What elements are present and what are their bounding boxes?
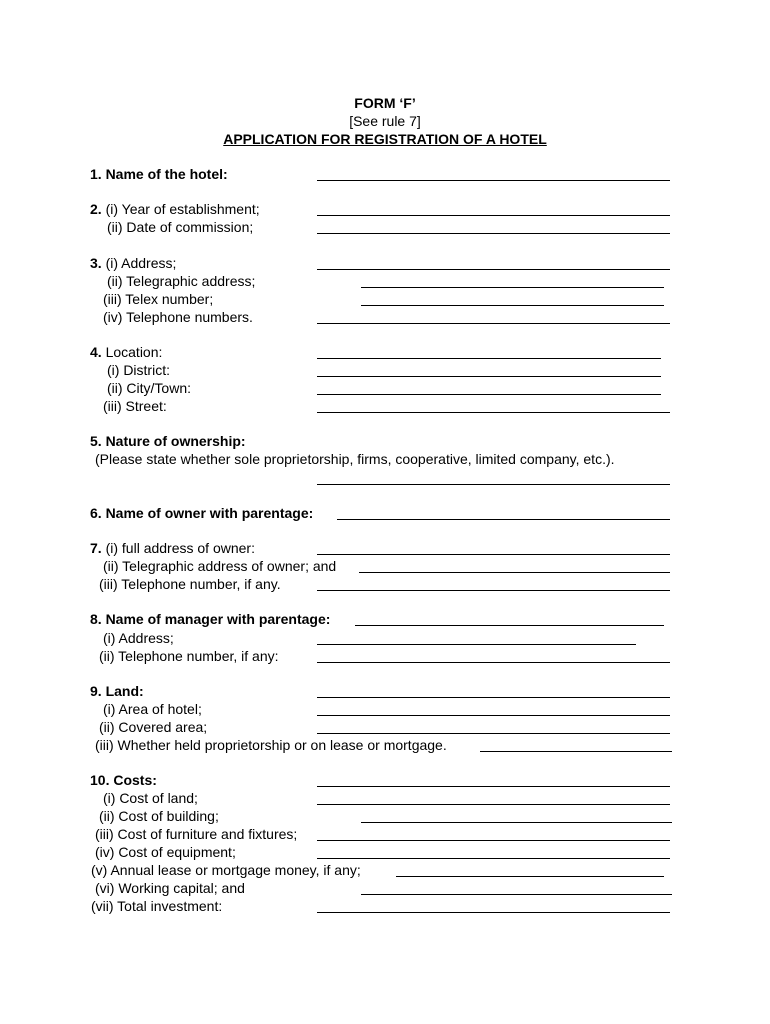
manager-telephone-label: (ii) Telephone number, if any: — [99, 648, 279, 664]
street-field[interactable] — [317, 412, 670, 413]
form-label: FORM ‘F’ — [354, 95, 416, 111]
telex-number-field[interactable] — [361, 305, 664, 306]
area-hotel-field[interactable] — [317, 715, 670, 716]
hotel-name-label: 1. Name of the hotel: — [90, 166, 228, 182]
location-label — [90, 343, 162, 361]
year-establishment-label — [90, 200, 260, 218]
lease-money-field[interactable] — [396, 876, 664, 877]
land-field[interactable] — [317, 697, 670, 698]
cost-equipment-field[interactable] — [317, 858, 670, 859]
date-commission-field[interactable] — [317, 233, 670, 234]
costs-label: 10. Costs: — [90, 772, 157, 788]
year-establishment-field[interactable] — [317, 215, 670, 216]
area-hotel-label: (i) Area of hotel; — [103, 701, 202, 717]
location-text: Location: — [105, 344, 163, 360]
owner-name-field[interactable] — [337, 519, 670, 520]
nature-ownership-note: (Please state whether sole proprietorship, firms, cooperative, limited company, etc.). — [95, 451, 615, 467]
section-3-number: 3. — [90, 255, 102, 271]
address-field[interactable] — [317, 269, 670, 270]
cost-equipment-label: (iv) Cost of equipment; — [95, 844, 236, 860]
owner-address-text: (i) full address of owner: — [105, 540, 255, 556]
working-capital-field[interactable] — [361, 894, 672, 895]
date-commission-label: (ii) Date of commission; — [107, 219, 254, 235]
land-tenure-label: (iii) Whether held proprietorship or on lease or mortgage. — [95, 737, 447, 753]
costs-field[interactable] — [317, 786, 670, 787]
address-text: (i) Address; — [105, 255, 177, 271]
manager-address-field[interactable] — [317, 644, 636, 645]
year-establishment-text: (i) Year of establishment; — [105, 201, 260, 217]
total-investment-label: (vii) Total investment: — [91, 898, 223, 914]
telephone-numbers-field[interactable] — [317, 323, 670, 324]
covered-area-field[interactable] — [317, 733, 670, 734]
owner-name-label: 6. Name of owner with parentage: — [90, 505, 314, 521]
section-7-number: 7. — [90, 540, 102, 556]
nature-ownership-label: 5. Nature of ownership: — [90, 433, 246, 449]
total-investment-field[interactable] — [317, 912, 670, 913]
district-label: (i) District: — [107, 362, 170, 378]
covered-area-label: (ii) Covered area; — [99, 719, 208, 735]
city-town-label: (ii) City/Town: — [107, 380, 192, 396]
manager-address-label: (i) Address; — [103, 630, 174, 646]
section-2-number: 2. — [90, 201, 102, 217]
manager-telephone-field[interactable] — [317, 662, 670, 663]
hotel-name-field[interactable] — [317, 180, 670, 181]
owner-telegraphic-field[interactable] — [359, 572, 670, 573]
manager-name-label: 8. Name of manager with parentage: — [90, 611, 331, 627]
manager-name-field[interactable] — [355, 625, 664, 626]
street-label: (iii) Street: — [103, 398, 167, 414]
owner-telegraphic-label: (ii) Telegraphic address of owner; and — [103, 558, 337, 574]
district-field[interactable] — [317, 376, 661, 377]
form-title — [0, 130, 770, 148]
nature-ownership-field[interactable] — [317, 484, 670, 485]
section-4-number: 4. — [90, 344, 102, 360]
form-title-text: APPLICATION FOR REGISTRATION OF A HOTEL — [223, 131, 547, 147]
cost-land-label: (i) Cost of land; — [103, 790, 198, 806]
cost-furniture-label: (iii) Cost of furniture and fixtures; — [95, 826, 298, 842]
owner-address-label — [90, 539, 255, 557]
rule-reference: [See rule 7] — [349, 113, 421, 129]
cost-building-label: (ii) Cost of building; — [99, 808, 219, 824]
city-town-field[interactable] — [317, 394, 661, 395]
telex-number-label: (iii) Telex number; — [103, 291, 214, 307]
lease-money-label: (v) Annual lease or mortgage money, if any; — [91, 862, 361, 878]
cost-furniture-field[interactable] — [317, 840, 670, 841]
owner-telephone-field[interactable] — [317, 590, 670, 591]
telephone-numbers-label: (iv) Telephone numbers. — [103, 309, 253, 325]
location-field[interactable] — [317, 358, 661, 359]
land-tenure-field[interactable] — [480, 751, 672, 752]
cost-land-field[interactable] — [317, 804, 670, 805]
cost-building-field[interactable] — [361, 822, 672, 823]
owner-telephone-label: (iii) Telephone number, if any. — [99, 576, 281, 592]
land-label: 9. Land: — [90, 683, 144, 699]
working-capital-label: (vi) Working capital; and — [95, 880, 245, 896]
address-label — [90, 254, 176, 272]
telegraphic-address-field[interactable] — [361, 287, 664, 288]
owner-address-field[interactable] — [317, 554, 670, 555]
telegraphic-address-label: (ii) Telegraphic address; — [107, 273, 256, 289]
